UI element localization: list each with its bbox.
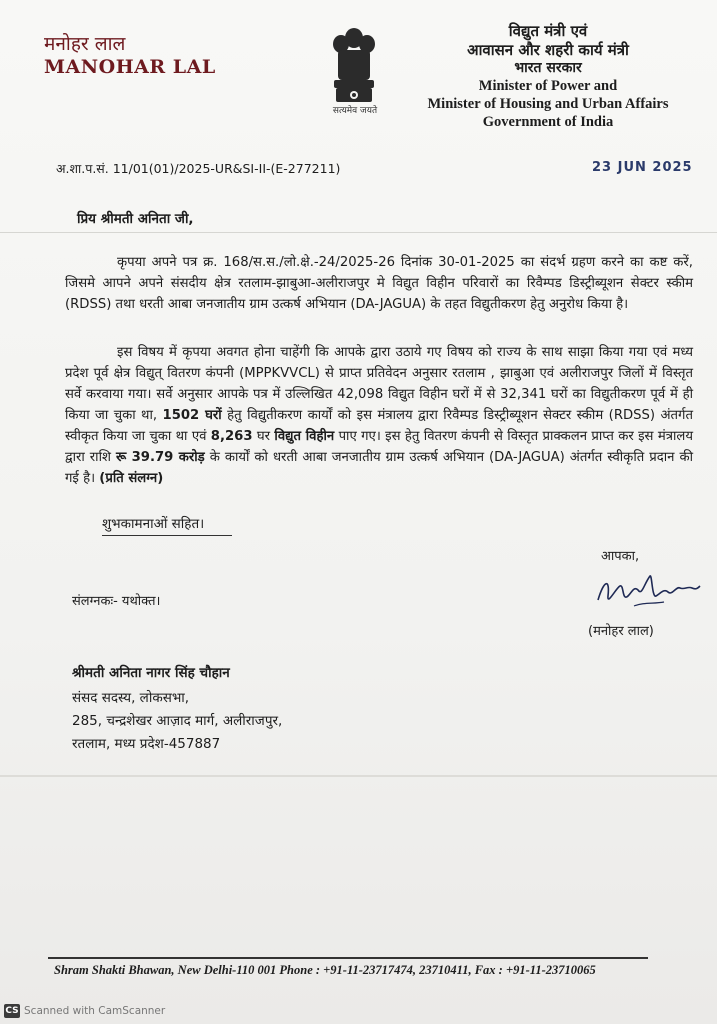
signature-image [594, 566, 704, 616]
designation-english-3: Government of India [482, 114, 614, 131]
paragraph-2-bold: 8,263 [210, 429, 253, 444]
date-stamp: 23 JUN 2025 [592, 160, 693, 175]
paragraph-2-bold: (प्रति संलग्न) [99, 471, 164, 486]
addressee-designation: संसद सदस्य, लोकसभा, [72, 690, 190, 706]
paragraph-2-text: इस विषय में कृपया अवगत होना चाहेंगी कि आपके द्वारा उठाये गए विषय को राज्य के साथ साझा किया गया एवं मध्य प्रदेश पूर्व क्षेत्र विद्युत् वितरण कंपनी (MPPKVVCL) से प्राप्त प्रतिवेदन अनुसार रतलाम , झाबुआ एवं अलीराजपुर जिलों में विस्तृत सर्वे करवाया गया। सर्वे अनुसार आपके पत्र में उल्लिखित 42,098 विद्युत विहीन घरों में से 32,341 घरों का विद्युतीकरण पूर्व में ही किया जा चुका था, [65, 345, 693, 423]
paragraph-2-text: घर [252, 429, 275, 444]
paragraph-2-bold: रू 39.79 करोड़ [115, 450, 205, 465]
addressee-name: श्रीमती अनिता नागर सिंह चौहान [72, 665, 230, 681]
camscanner-logo-icon: CS [5, 1006, 19, 1016]
designation-hindi-2: आवासन और शहरी कार्य मंत्री [467, 40, 629, 59]
addressee-address-line-2: रतलाम, मध्य प्रदेश-457887 [72, 736, 221, 752]
paragraph-2-text: हेतु विद्युतीकरण कार्यों को इस मंत्रालय द्वारा रिवैम्पड डिस्ट्रीब्यूशन सेक्टर स्कीम (RDSS) अंतर्गत स्वीकृत किया जा चुका था एवं [65, 408, 693, 444]
designation-english-2: Minister of Housing and Urban Affairs [427, 96, 669, 113]
closing-yours: आपका, [601, 549, 640, 564]
minister-name-hindi: मनोहर लाल [44, 33, 126, 55]
closing-wishes: शुभकामनाओं सहित। [102, 516, 205, 532]
salutation: प्रिय श्रीमती अनिता जी, [77, 211, 194, 227]
paragraph-2-text: पाए गए। इस हेतु वितरण कंपनी से विस्तृत प्राक्कलन प्राप्त कर इस मंत्रालय द्वारा राशि [65, 429, 693, 465]
fold-line [0, 232, 717, 233]
underline [102, 535, 232, 536]
designation-hindi-3: भारत सरकार [514, 59, 582, 76]
addressee-address-line-1: 285, चन्द्रशेखर आज़ाद मार्ग, अलीराजपुर, [72, 713, 283, 729]
footer-address: Shram Shakti Bhawan, New Delhi-110 001 Phone : +91-11-23717474, 23710411, Fax : +91-11-23710065 [54, 963, 596, 977]
designation-english-1: Minister of Power and [478, 78, 618, 94]
reference-number: अ.शा.प.सं. 11/01(01)/2025-UR&SI-II-(E-277211) [56, 161, 341, 176]
designation-hindi-1: विद्युत मंत्री एवं [508, 22, 588, 40]
scanner-watermark: Scanned with CamScanner [24, 1005, 166, 1017]
paragraph-2 [65, 342, 693, 489]
fold-line [0, 775, 717, 777]
signatory-name: (मनोहर लाल) [588, 624, 654, 639]
paragraph-2-text: के कार्यों को धरती आबा जनजातीय ग्राम उत्कर्ष अभियान (DA-JAGUA) अंतर्गत स्वीकृति प्रदान की गई है। [65, 450, 694, 486]
minister-designation-block [413, 22, 683, 131]
footer-divider [48, 957, 648, 959]
minister-name-english: MANOHAR LAL [44, 56, 216, 78]
paragraph-2-bold: 1502 घरों [162, 408, 222, 423]
paragraph-1: कृपया अपने पत्र क्र. 168/स.स./लो.क्षे.-24/2025-26 दिनांक 30-01-2025 का संदर्भ ग्रहण करने का कष्ट करें, जिसमे आपने अपने संसदीय क्षेत्र रतलाम-झाबुआ-अलीराजपुर मे विद्युत विहीन परिवारों का रिवैम्पड डिस्ट्रीब्यूशन सेक्टर स्कीम (RDSS) तथा धरती आबा जनजातीय ग्राम उत्कर्ष अभियान (DA-JAGUA) के तहत विद्युतीकरण हेतु अनुरोध किया है। [65, 255, 693, 312]
emblem-motto: सत्यमेव जयते [332, 106, 378, 116]
enclosure-note: संलग्नकः- यथोक्त। [72, 594, 161, 609]
paragraph-2-bold: विद्युत विहीन [274, 429, 335, 444]
